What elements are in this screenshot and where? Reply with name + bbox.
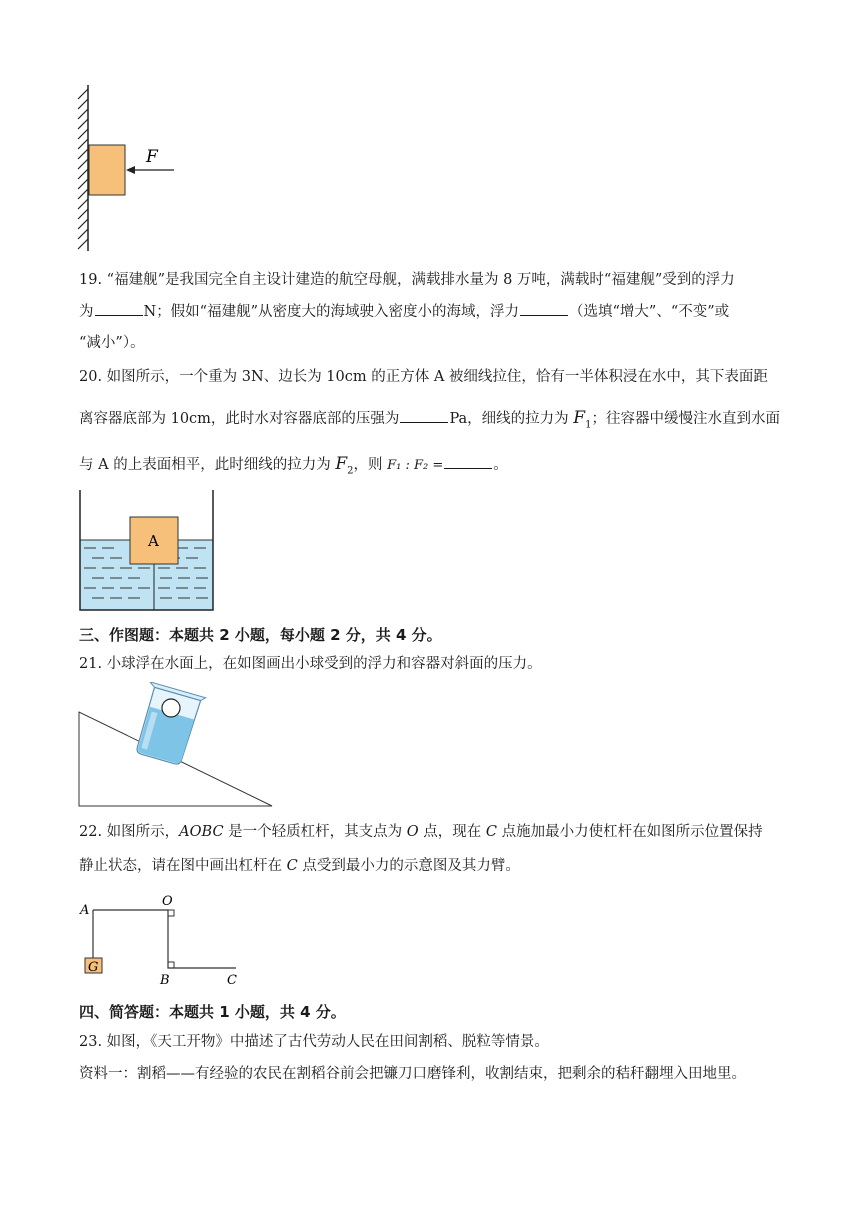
q20-line1: 20. 如图所示，一个重为 3N、边长为 10cm 的正方体 A 被细线拉住，恰有一半体积浸在水中，其下表面距 <box>79 369 768 385</box>
q19-line1: 19. “福建舰”是我国完全自主设计建造的航空母舰，满载排水量为 8 万吨，满载时“福建舰”受到的浮力 <box>79 272 735 288</box>
ratio-expression: F₁ : F₂ = <box>387 458 444 473</box>
label-c: C <box>227 973 237 988</box>
q22-line1: 22. 如图所示，AOBC 是一个轻质杠杆，其支点为 O 点，现在 C 点施加最小力使杠杆在如图所示位置保持 <box>79 824 763 840</box>
force-arrowhead <box>126 166 135 174</box>
f1-symbol: $F_1$ <box>573 408 592 431</box>
label-o: O <box>162 894 173 909</box>
block <box>89 145 125 195</box>
q21-text: 21. 小球浮在水面上，在如图画出小球受到的浮力和容器对斜面的压力。 <box>79 656 542 672</box>
beaker <box>130 682 206 767</box>
q20-blank-1[interactable] <box>400 408 448 423</box>
wall-hatching <box>78 89 88 249</box>
container-figure <box>76 488 218 616</box>
section3-title: 三、作图题：本题共 2 小题，每小题 2 分，共 4 分。 <box>79 626 442 644</box>
right-angle-b <box>168 962 174 968</box>
wall-force-figure <box>74 85 184 255</box>
q23-line1: 23. 如图，《天工开物》中描述了古代劳动人民在田间割稻、脱粒等情景。 <box>79 1034 549 1050</box>
incline-figure <box>76 682 276 810</box>
q20-line2: 离容器底部为 10cm，此时水对容器底部的压强为 Pa，细线的拉力为 $F_1$；往容器中缓慢注水直到水面 <box>79 408 780 431</box>
q19-blank-1[interactable] <box>95 301 143 316</box>
q19-blank-2[interactable] <box>520 301 568 316</box>
floating-ball <box>162 699 180 717</box>
block-a-label: A <box>148 532 159 550</box>
q20-blank-2[interactable] <box>444 454 492 469</box>
label-b: B <box>160 973 170 988</box>
lever <box>93 910 236 968</box>
label-g: G <box>88 960 99 975</box>
label-a: A <box>80 903 90 918</box>
right-angle-o <box>168 910 174 916</box>
q23-line2: 资料一：割稻——有经验的农民在割稻谷前会把镰刀口磨锋利，收割结束，把剩余的秸秆翻埋入田地里。 <box>79 1066 746 1082</box>
force-label: F <box>146 147 158 167</box>
f2-symbol: $F_2$ <box>335 454 354 477</box>
lever-figure <box>76 890 246 990</box>
q19-line3: “减小”）。 <box>79 335 145 351</box>
section4-title: 四、简答题：本题共 1 小题，共 4 分。 <box>79 1003 346 1021</box>
q19-line2: 为 N；假如“福建舰”从密度大的海域驶入密度小的海域，浮力 （选填“增大”、“不变”或 <box>79 301 729 322</box>
q20-line3: 与 A 的上表面相平，此时细线的拉力为 $F_2$，则 F₁ : F₂ = 。 <box>79 454 508 477</box>
q22-line2: 静止状态，请在图中画出杠杆在 C 点受到最小力的示意图及其力臂。 <box>79 858 520 874</box>
